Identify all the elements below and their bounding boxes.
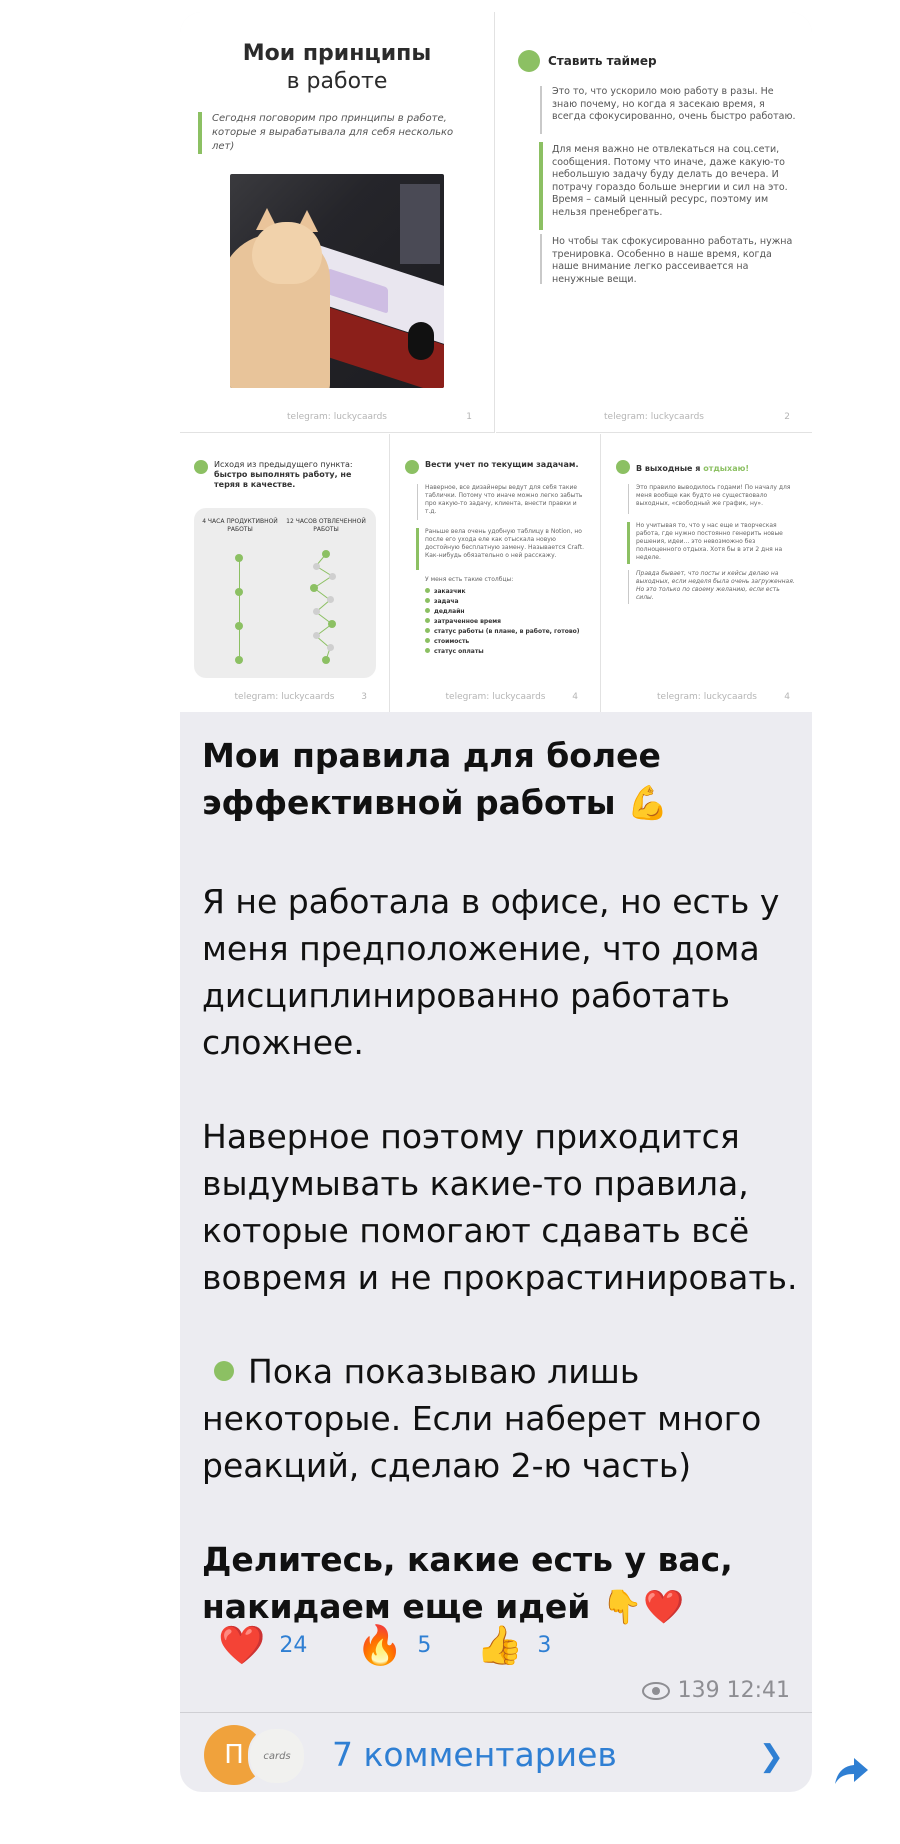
green-circle-icon (214, 1361, 234, 1381)
fire-icon: 🔥 (356, 1623, 404, 1667)
list-item: статус оплаты (425, 648, 484, 655)
reaction-thumbs-up[interactable] (476, 1622, 551, 1668)
avatar-luckycards: cards (248, 1727, 306, 1785)
message-paragraph-3-text: Пока показываю лишь некоторые. Если наберет много реакций, сделаю 2-ю часть) (202, 1352, 762, 1485)
eye-icon (642, 1682, 670, 1700)
message-paragraph-2: Наверное поэтому приходится выдумывать какие-то правила, которые помогают сдавать всё вовремя и не прокрастинировать. (202, 1117, 798, 1297)
share-icon[interactable] (832, 1750, 872, 1790)
slide-title: Мои принципы (242, 41, 432, 66)
slide-title-b: быстро выполнять работу, не теряя в качестве. (214, 470, 352, 489)
slide-number: 3 (361, 692, 367, 702)
label-distracted: 12 ЧАСОВ ОТВЛЕЧЕННОЙ РАБОТЫ (286, 518, 366, 533)
media-album[interactable] (180, 12, 812, 712)
slide-number: 2 (784, 412, 790, 422)
slide-4[interactable] (391, 434, 601, 712)
list-item: статус работы (в плане, в работе, готово) (425, 628, 580, 635)
step-badge (518, 50, 540, 72)
comments-label: 7 комментариев (332, 1735, 617, 1774)
slide-title: Вести учет по текущим задачам. (425, 460, 579, 469)
avatar: П (204, 1725, 264, 1785)
message-bubble (180, 12, 812, 1792)
slide-paragraph: Наверное, все дизайнеры ведут для себя такие таблички. Потому что иначе можно легко забыть про какую-то задачу, клиента, внести правки и т.д. (425, 484, 583, 515)
list-item: дедлайн (425, 608, 465, 615)
slide-paragraph: Для меня важно не отвлекаться на соц.сети, сообщения. Потому что иначе, даже какую-то небольшую задачу буду делать до вечера. И потрачу гораздо больше энергии и сил на это. Время – самый ценный ресурс, поэтому им нельзя пренебрегать. (552, 144, 788, 218)
slide-title (636, 464, 749, 473)
step-badge (616, 460, 630, 474)
heart-icon: ❤️ (218, 1623, 266, 1667)
slide-number: 4 (784, 692, 790, 702)
thumbs-up-icon: 👍 (476, 1623, 524, 1667)
slide-title-a: В выходные я (636, 464, 704, 473)
message-paragraph-1: Я не работала в офисе, но есть у меня предположение, что дома дисциплинированно работать сложнее. (202, 882, 780, 1062)
label-productive: 4 ЧАСА ПРОДУКТИВНОЙ РАБОТЫ (202, 518, 278, 533)
slide-footer: telegram: luckycaards (604, 412, 704, 422)
message-closing: Делитесь, какие есть у вас, накидаем еще идей 👇❤️ (202, 1540, 733, 1626)
reaction-count: 24 (279, 1632, 308, 1658)
reaction-heart[interactable] (218, 1622, 307, 1668)
slide-footer: telegram: luckycaards (287, 412, 387, 422)
slide-title-line2: в работе (286, 69, 388, 94)
slide-paragraph: Это то, что ускорило мою работу в разы. Не знаю почему, но когда я засекаю время, я всегда сфокусированно, очень быстро работаю. (552, 86, 796, 122)
message-meta (642, 1678, 790, 1703)
slide-paragraph: Но учитывая то, что у нас еще и творческая работа, где нужно постоянно генерить новые решения, идеи... это невозможно без полноценного отдыха. Хотя бы в эти 2 дня на неделе. (636, 522, 783, 561)
slide-5[interactable] (602, 434, 812, 712)
slide-footer: telegram: luckycaards (657, 692, 757, 702)
slide-3[interactable] (180, 434, 390, 712)
list-item: стоимость (425, 638, 469, 645)
slide-paragraph: У меня есть такие столбцы: (425, 576, 514, 583)
slide-footer: telegram: luckycaards (234, 692, 335, 702)
slide-footer: telegram: luckycaards (445, 692, 546, 702)
slide-number: 1 (466, 412, 472, 422)
slide-paragraph: Но чтобы так сфокусированно работать, нужна тренировка. Особенно в наше время, когда наше внимание легко рассеивается на ненужные вещи. (552, 236, 793, 285)
slide-paragraph: Правда бывает, что посты и кейсы делаю на выходных, если неделя была очень загруженная. Но это только по своему желанию, если есть силы. (636, 570, 795, 601)
slide-subtitle: Сегодня поговорим про принципы в работе, которые я вырабатывала для себя несколько лет) (198, 112, 474, 154)
reaction-fire[interactable] (356, 1622, 431, 1668)
slide-paragraph: Это правило выводилось годами! По началу для меня вообще как будто не существовало выходных, «свободный же график, ну». (636, 484, 791, 507)
slide-title (214, 460, 374, 490)
reaction-count: 3 (537, 1632, 552, 1658)
view-count: 139 (677, 1678, 720, 1703)
message-paragraph-3 (202, 1348, 802, 1489)
slide-title-a: Исходя из предыдущего пункта: (214, 460, 353, 469)
list-item: заказчик (425, 588, 466, 595)
list-item: затраченное время (425, 618, 501, 625)
reaction-count: 5 (417, 1632, 432, 1658)
step-badge (405, 460, 419, 474)
slide-title: Ставить таймер (548, 54, 657, 68)
zigzag-timeline (306, 550, 346, 670)
message-time: 12:41 (726, 1678, 790, 1703)
message-heading: Мои правила для более эффективной работы 💪 (202, 736, 669, 822)
slide-title-highlight: отдыхаю! (703, 464, 750, 473)
cat-keyboard-photo (230, 174, 444, 388)
step-badge (194, 460, 208, 474)
comments-bar[interactable] (180, 1713, 812, 1792)
slide-paragraph: Раньше вела очень удобную таблицу в Notion, но после его ухода еле как отыскала новую достойную бесплатную замену. Называется Craft. Как-нибудь обязательно о ней расскажу. (425, 528, 584, 559)
slide-1[interactable] (180, 12, 495, 433)
chevron-right-icon: ❯ (758, 1739, 784, 1774)
slide-2[interactable] (496, 12, 812, 433)
list-item: задача (425, 598, 459, 605)
slide-number: 4 (572, 692, 578, 702)
